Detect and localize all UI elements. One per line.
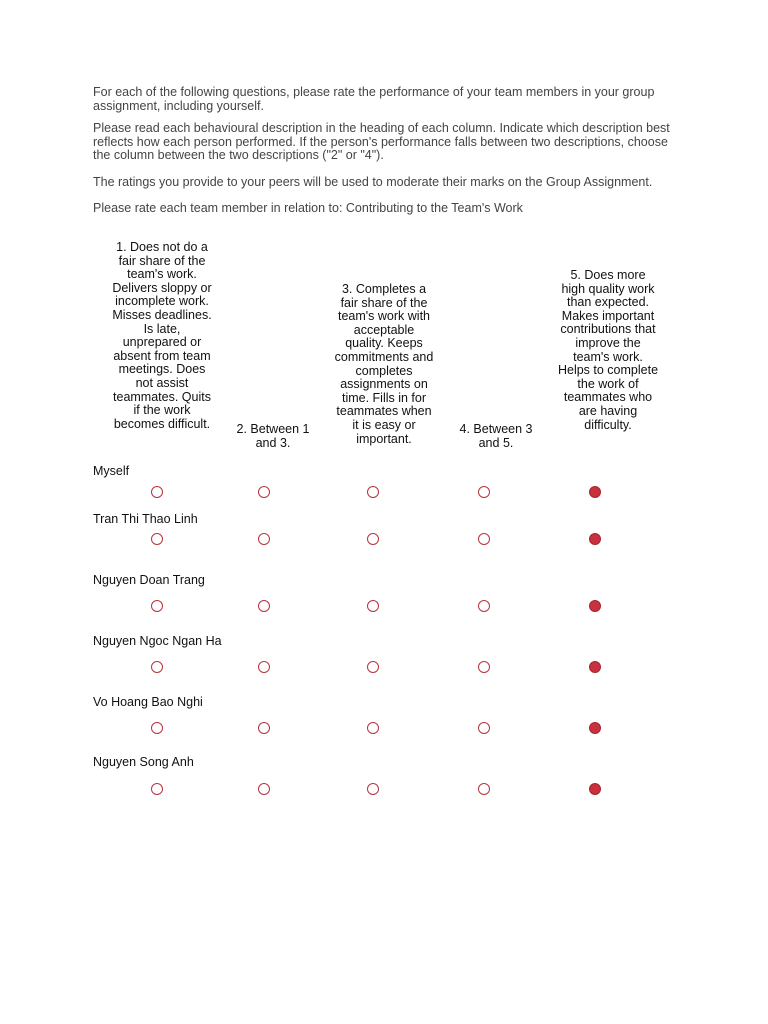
rating-radio-4[interactable] — [478, 722, 490, 734]
rating-radio-3[interactable] — [367, 661, 379, 673]
rating-radio-5[interactable] — [589, 533, 601, 545]
rating-radio-1[interactable] — [151, 783, 163, 795]
rating-radio-3[interactable] — [367, 486, 379, 498]
rating-radio-5[interactable] — [589, 486, 601, 498]
rating-radio-5[interactable] — [589, 661, 601, 673]
instructions — [93, 86, 683, 225]
rating-radio-2[interactable] — [258, 783, 270, 795]
column-header-4: 4. Between 3 and 5. — [459, 422, 533, 450]
column-header-3: 3. Completes a fair share of the team's work with acceptable quality. Keeps commitments and completes assignments on time. Fills in for teammates when it is easy or important. — [334, 282, 434, 446]
instructions-paragraph-3: The ratings you provide to your peers will be used to moderate their marks on the Group Assignment. — [93, 174, 653, 189]
column-header-2: 2. Between 1 and 3. — [236, 422, 310, 450]
rating-radio-1[interactable] — [151, 533, 163, 545]
member-name: Nguyen Song Anh — [93, 755, 194, 769]
rating-radio-3[interactable] — [367, 783, 379, 795]
rating-radio-2[interactable] — [258, 661, 270, 673]
member-name: Myself — [93, 464, 130, 478]
rating-radio-1[interactable] — [151, 661, 163, 673]
rating-radio-4[interactable] — [478, 600, 490, 612]
rating-radio-5[interactable] — [589, 722, 601, 734]
rating-radio-2[interactable] — [258, 600, 270, 612]
rating-radio-1[interactable] — [151, 722, 163, 734]
instructions-paragraph-4: Please rate each team member in relation to: Contributing to the Team's Work — [93, 201, 523, 215]
rating-radio-5[interactable] — [589, 783, 601, 795]
rating-radio-3[interactable] — [367, 722, 379, 734]
rating-radio-4[interactable] — [478, 661, 490, 673]
rating-radio-1[interactable] — [151, 486, 163, 498]
rating-radio-4[interactable] — [478, 533, 490, 545]
member-name: Vo Hoang Bao Nghi — [93, 695, 203, 709]
rating-radio-2[interactable] — [258, 486, 270, 498]
rating-radio-4[interactable] — [478, 783, 490, 795]
column-header-5: 5. Does more high quality work than expected. Makes important contributions that improve the team's work. Helps to complete the work of teammates who are having difficulty. — [557, 268, 659, 432]
rating-radio-3[interactable] — [367, 533, 379, 545]
rating-radio-2[interactable] — [258, 722, 270, 734]
rating-radio-1[interactable] — [151, 600, 163, 612]
rating-radio-2[interactable] — [258, 533, 270, 545]
rating-radio-4[interactable] — [478, 486, 490, 498]
instructions-paragraph-1: For each of the following questions, please rate the performance of your team members in your group assignment, including yourself. — [93, 85, 655, 113]
rating-radio-3[interactable] — [367, 600, 379, 612]
rating-radio-5[interactable] — [589, 600, 601, 612]
column-header-1: 1. Does not do a fair share of the team's work. Delivers sloppy or incomplete work. Misses deadlines. Is late, unprepared or absent from team meetings. Does not assist teammates. Quits if the work becomes difficult. — [112, 240, 212, 431]
member-name: Nguyen Ngoc Ngan Ha — [93, 634, 222, 648]
member-name: Nguyen Doan Trang — [93, 573, 205, 587]
instructions-paragraph-2: Please read each behavioural description in the heading of each column. Indicate which description best reflects how each person performed. If the person's performance falls between two descriptions, choose the column between the two descriptions ("2" or "4"). — [93, 121, 670, 162]
member-name: Tran Thi Thao Linh — [93, 512, 198, 526]
